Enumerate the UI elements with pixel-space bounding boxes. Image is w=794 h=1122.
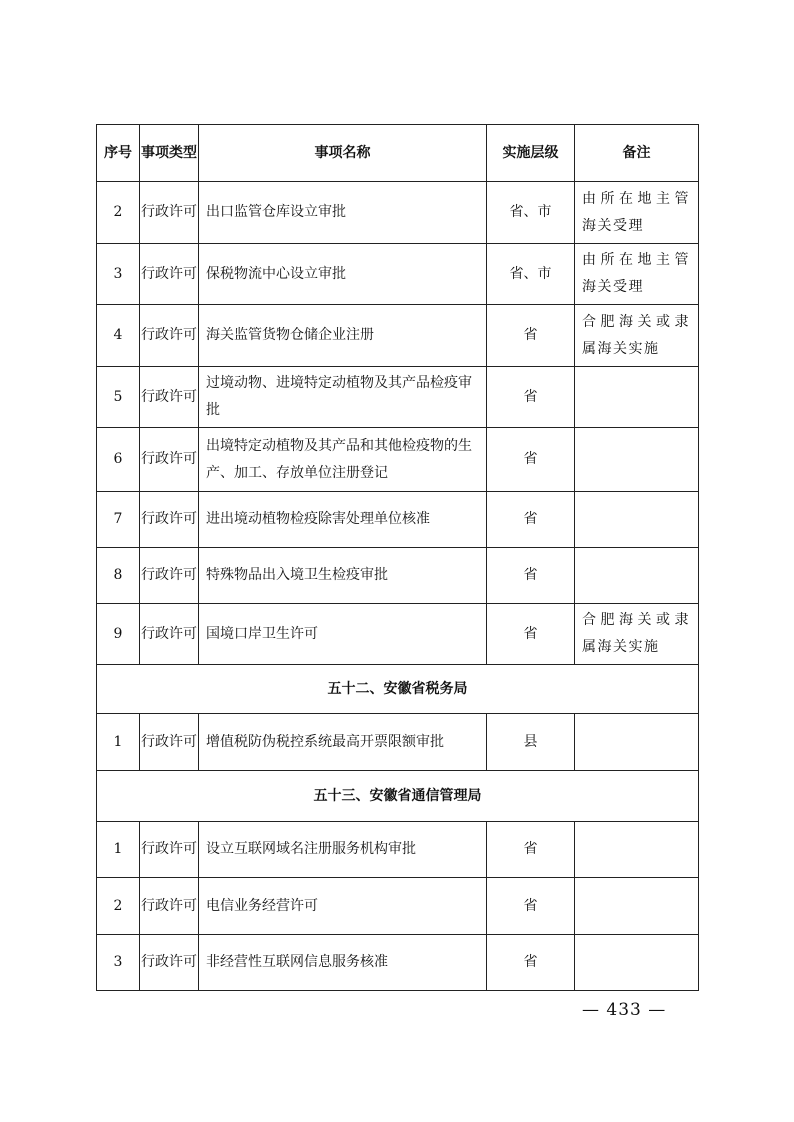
item-type: 行政许可: [140, 878, 199, 935]
implementation-level: 省: [487, 878, 575, 935]
item-note: [575, 822, 699, 878]
header-name: 事项名称: [199, 125, 487, 182]
row-number: 1: [97, 714, 140, 771]
item-name: 海关监管货物仓储企业注册: [199, 305, 487, 367]
item-type: 行政许可: [140, 367, 199, 428]
item-name: 电信业务经营许可: [199, 878, 487, 935]
table-row: [97, 935, 699, 991]
item-note: [575, 428, 699, 492]
section-row: [97, 665, 699, 714]
item-name: 过境动物、进境特定动植物及其产品检疫审批: [199, 367, 487, 428]
item-type: 行政许可: [140, 492, 199, 548]
item-note: 由所在地主管海关受理: [575, 182, 699, 244]
header-no: 序号: [97, 125, 140, 182]
implementation-level: 县: [487, 714, 575, 771]
item-type: 行政许可: [140, 428, 199, 492]
page-number: — 433 —: [582, 1000, 667, 1020]
item-name: 保税物流中心设立审批: [199, 244, 487, 305]
table-row: [97, 822, 699, 878]
header-type: 事项类型: [140, 125, 199, 182]
item-note: [575, 367, 699, 428]
section-heading-tax-bureau: 五十二、安徽省税务局: [97, 665, 699, 714]
header-level: 实施层级: [487, 125, 575, 182]
item-name: 出境特定动植物及其产品和其他检疫物的生产、加工、存放单位注册登记: [199, 428, 487, 492]
item-note: [575, 548, 699, 604]
header-note: 备注: [575, 125, 699, 182]
item-name: 设立互联网域名注册服务机构审批: [199, 822, 487, 878]
row-number: 2: [97, 878, 140, 935]
row-number: 3: [97, 244, 140, 305]
row-number: 8: [97, 548, 140, 604]
implementation-level: 省: [487, 428, 575, 492]
implementation-level: 省: [487, 548, 575, 604]
row-number: 7: [97, 492, 140, 548]
table-row: [97, 428, 699, 492]
implementation-level: 省、市: [487, 182, 575, 244]
implementation-level: 省: [487, 492, 575, 548]
table-row: [97, 714, 699, 771]
table-row: [97, 367, 699, 428]
row-number: 9: [97, 604, 140, 665]
item-type: 行政许可: [140, 182, 199, 244]
row-number: 2: [97, 182, 140, 244]
item-type: 行政许可: [140, 822, 199, 878]
item-name: 增值税防伪税控系统最高开票限额审批: [199, 714, 487, 771]
table-row: [97, 182, 699, 244]
item-type: 行政许可: [140, 935, 199, 991]
administrative-items-table: [96, 124, 699, 991]
implementation-level: 省: [487, 822, 575, 878]
row-number: 3: [97, 935, 140, 991]
row-number: 5: [97, 367, 140, 428]
table-row: [97, 604, 699, 665]
table-row: [97, 305, 699, 367]
section-row: [97, 771, 699, 822]
item-type: 行政许可: [140, 244, 199, 305]
item-note: [575, 492, 699, 548]
item-note: 由所在地主管海关受理: [575, 244, 699, 305]
table-row: [97, 878, 699, 935]
table-header-row: [97, 125, 699, 182]
table-row: [97, 492, 699, 548]
implementation-level: 省: [487, 305, 575, 367]
item-name: 特殊物品出入境卫生检疫审批: [199, 548, 487, 604]
implementation-level: 省: [487, 367, 575, 428]
implementation-level: 省: [487, 935, 575, 991]
item-note: [575, 878, 699, 935]
item-note: [575, 714, 699, 771]
row-number: 4: [97, 305, 140, 367]
table-row: [97, 548, 699, 604]
item-name: 国境口岸卫生许可: [199, 604, 487, 665]
table-row: [97, 244, 699, 305]
implementation-level: 省、市: [487, 244, 575, 305]
item-name: 出口监管仓库设立审批: [199, 182, 487, 244]
item-name: 非经营性互联网信息服务核准: [199, 935, 487, 991]
item-note: 合肥海关或隶属海关实施: [575, 604, 699, 665]
item-type: 行政许可: [140, 604, 199, 665]
item-type: 行政许可: [140, 305, 199, 367]
item-name: 进出境动植物检疫除害处理单位核准: [199, 492, 487, 548]
section-heading-communications-bureau: 五十三、安徽省通信管理局: [97, 771, 699, 822]
item-note: [575, 935, 699, 991]
row-number: 6: [97, 428, 140, 492]
item-note: 合肥海关或隶属海关实施: [575, 305, 699, 367]
item-type: 行政许可: [140, 548, 199, 604]
row-number: 1: [97, 822, 140, 878]
item-type: 行政许可: [140, 714, 199, 771]
implementation-level: 省: [487, 604, 575, 665]
